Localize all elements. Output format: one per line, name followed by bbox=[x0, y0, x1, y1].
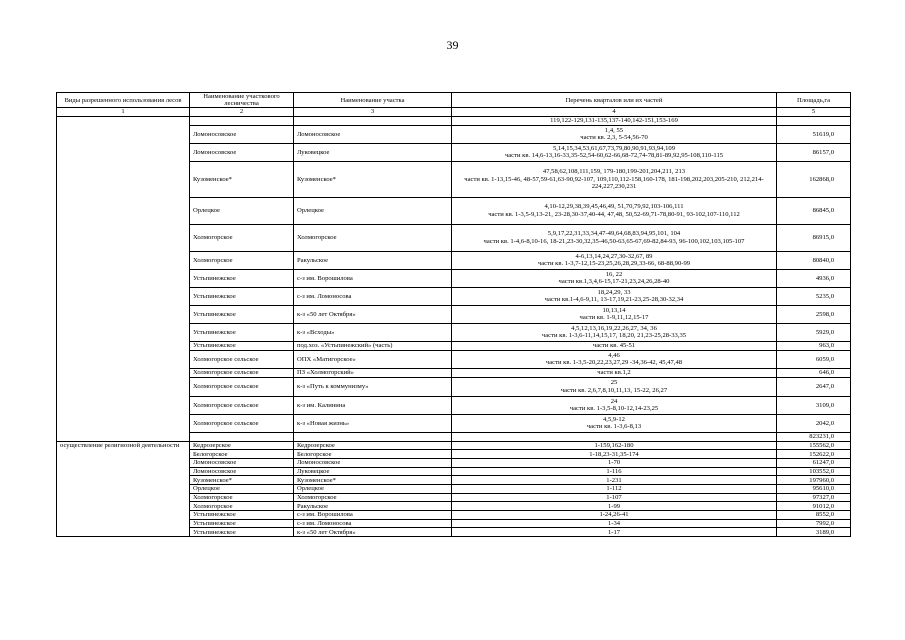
quarters-cell: 4,5,12,13,16,19,22,26,27, 34, 36 части кв. 1-3,6-11,14,15,17, 18,20, 21,23-25,28-33,35 bbox=[452, 323, 777, 341]
quarters-cell: 1-70 bbox=[452, 458, 777, 467]
forestry-cell: Холмогорское сельское bbox=[190, 396, 294, 414]
size-cell: 2647,0 bbox=[777, 377, 851, 396]
size-cell: 162868,0 bbox=[777, 161, 851, 197]
size-cell: 51619,0 bbox=[777, 125, 851, 143]
size-cell: 152622,0 bbox=[777, 450, 851, 459]
header-cell: Наименование участкового лесничества bbox=[190, 93, 294, 108]
quarters-cell: 5,14,15,34,53,61,67,73,79,80,90,91,93,94,109 части кв. 14,6-13,16-33,35-52,54-60,62-66,68-72,74-78,81-89,92,95-108,110-115 bbox=[452, 143, 777, 161]
quarters-cell: 1-112 bbox=[452, 485, 777, 494]
size-cell bbox=[777, 116, 851, 125]
area-cell: Кузоменское* bbox=[294, 161, 452, 197]
forestry-cell: Устьпинежское bbox=[190, 305, 294, 323]
size-cell: 95610,0 bbox=[777, 485, 851, 494]
use-type-cell: осуществление религиозной деятельности bbox=[57, 441, 190, 537]
forestry-cell: Холмогорское сельское bbox=[190, 368, 294, 377]
area-cell: с-з им. Ломоносова bbox=[294, 519, 452, 528]
forestry-cell: Холмогорское сельское bbox=[190, 377, 294, 396]
forestry-cell: Ломоносовское bbox=[190, 458, 294, 467]
forestry-cell: Кедрозерское bbox=[190, 441, 294, 450]
forestry-cell: Устьпинежское bbox=[190, 511, 294, 520]
quarters-cell: 1-231 bbox=[452, 476, 777, 485]
size-cell: 86157,0 bbox=[777, 143, 851, 161]
forestry-cell: Орлецкое bbox=[190, 197, 294, 224]
quarters-cell: 1-18,23-31,35-174 bbox=[452, 450, 777, 459]
header-cell: Перечень кварталов или их частей bbox=[452, 93, 777, 108]
forestry-cell: Холмогорское bbox=[190, 224, 294, 251]
size-cell: 963,0 bbox=[777, 341, 851, 350]
area-cell: с-з им. Ворошилова bbox=[294, 511, 452, 520]
area-cell: Кедрозерское bbox=[294, 441, 452, 450]
size-cell: 80840,0 bbox=[777, 251, 851, 269]
quarters-cell: 1-24,26-41 bbox=[452, 511, 777, 520]
quarters-cell: 1-107 bbox=[452, 493, 777, 502]
area-cell: Кузоменское* bbox=[294, 476, 452, 485]
area-cell: Холмогорское bbox=[294, 493, 452, 502]
size-cell: 4936,0 bbox=[777, 269, 851, 287]
quarters-cell: 10,13,14 части кв. 1-9,11,12,15-17 bbox=[452, 305, 777, 323]
column-number: 3 bbox=[294, 108, 452, 116]
area-cell: к-з «Путь к коммунизму» bbox=[294, 377, 452, 396]
quarters-cell: 47,58,62,108,111,159, 179-180,199-201,204,211, 213 части кв. 1-13,15-46, 48-57,59-61,63-90,92-107, 109,110,112-158,160-178, 181-198,202,203,205-210, 212,214-224,227,230,231 bbox=[452, 161, 777, 197]
page-number: 39 bbox=[446, 38, 459, 52]
quarters-cell: 16, 22 части кв.1,3,4,6-15,17-21,23,24,26,28-40 bbox=[452, 269, 777, 287]
size-cell: 7992,0 bbox=[777, 519, 851, 528]
area-cell: под.хоз. «Устьпинежский» (часть) bbox=[294, 341, 452, 350]
quarters-cell: 1-159,162-180 bbox=[452, 441, 777, 450]
size-cell: 86845,0 bbox=[777, 197, 851, 224]
quarters-cell: части кв. 45-51 bbox=[452, 341, 777, 350]
forest-use-table bbox=[56, 92, 851, 537]
area-cell: Ракульское bbox=[294, 251, 452, 269]
area-cell: к-з «50 лет Октября» bbox=[294, 305, 452, 323]
area-cell: к-з «Всходы» bbox=[294, 323, 452, 341]
size-cell: 197960,0 bbox=[777, 476, 851, 485]
header-row bbox=[57, 93, 851, 108]
table-row bbox=[57, 116, 851, 125]
forestry-cell: Ломоносовское bbox=[190, 143, 294, 161]
area-cell: ОПХ «Матигорское» bbox=[294, 350, 452, 368]
forestry-cell: Белогорское bbox=[190, 450, 294, 459]
quarters-cell: 4-6,13,14,24,27,30-32,67, 89 части кв. 1-3,7-12,15-23,25,26,28,29,33-66, 68-88,90-99 bbox=[452, 251, 777, 269]
forestry-cell: Холмогорское сельское bbox=[190, 414, 294, 432]
size-cell: 2598,0 bbox=[777, 305, 851, 323]
area-cell: с-з им. Ломоносова bbox=[294, 287, 452, 305]
header-cell: Наименование участка bbox=[294, 93, 452, 108]
forestry-cell: Холмогорское сельское bbox=[190, 350, 294, 368]
quarters-cell: 18,24,29, 33 части кв.1-4,6-9,11, 13-17,19,21-23,25-28,30-32,34 bbox=[452, 287, 777, 305]
area-cell: с-з им. Ворошилова bbox=[294, 269, 452, 287]
total-cell: 823231,0 bbox=[777, 432, 851, 441]
area-cell: Белогорское bbox=[294, 450, 452, 459]
area-cell: Холмогорское bbox=[294, 224, 452, 251]
forestry-cell: Холмогорское bbox=[190, 493, 294, 502]
forestry-cell: Устьпинежское bbox=[190, 269, 294, 287]
size-cell: 6059,0 bbox=[777, 350, 851, 368]
forestry-cell: Холмогорское bbox=[190, 502, 294, 511]
forestry-cell: Кузоменское* bbox=[190, 476, 294, 485]
quarters-cell: 24 части кв. 1-3,5-8,10-12,14-23,25 bbox=[452, 396, 777, 414]
area-cell: Орлецкое bbox=[294, 485, 452, 494]
column-number: 4 bbox=[452, 108, 777, 116]
area-cell bbox=[294, 116, 452, 125]
size-cell: 103552,0 bbox=[777, 467, 851, 476]
quarters-cell: 4,5,9-12 части кв. 1-3,6-8,13 bbox=[452, 414, 777, 432]
size-cell: 3189,0 bbox=[777, 528, 851, 537]
quarters-cell: 4,46 части кв. 1-3,5-20,22,23,27,29 -34,36-42, 45,47,48 bbox=[452, 350, 777, 368]
header-cell: Площадь,га bbox=[777, 93, 851, 108]
empty-cell bbox=[190, 432, 294, 441]
size-cell: 86915,0 bbox=[777, 224, 851, 251]
area-cell: Ракульское bbox=[294, 502, 452, 511]
size-cell: 3109,0 bbox=[777, 396, 851, 414]
header-number-row bbox=[57, 108, 851, 116]
forestry-cell: Устьпинежское bbox=[190, 341, 294, 350]
quarters-cell: 119,122-129,131-135,137-140,142-151,153-169 bbox=[452, 116, 777, 125]
size-cell: 8552,0 bbox=[777, 511, 851, 520]
size-cell: 61247,0 bbox=[777, 458, 851, 467]
size-cell: 646,0 bbox=[777, 368, 851, 377]
quarters-cell: 1-34 bbox=[452, 519, 777, 528]
forestry-cell: Устьпинежское bbox=[190, 519, 294, 528]
size-cell: 155562,0 bbox=[777, 441, 851, 450]
forestry-cell: Ломоносовское bbox=[190, 125, 294, 143]
size-cell: 97327,0 bbox=[777, 493, 851, 502]
table-row bbox=[57, 441, 851, 450]
empty-cell bbox=[452, 432, 777, 441]
column-number: 1 bbox=[57, 108, 190, 116]
forestry-cell: Ломоносовское bbox=[190, 467, 294, 476]
forestry-cell: Устьпинежское bbox=[190, 287, 294, 305]
area-cell: к-з им. Калинина bbox=[294, 396, 452, 414]
use-type-cell bbox=[57, 116, 190, 441]
area-cell: к-з «Новая жизнь» bbox=[294, 414, 452, 432]
quarters-cell: 1-17 bbox=[452, 528, 777, 537]
quarters-cell: 5,9,17,22,31,33,34,47-49,64,68,83,94,95,101, 104 части кв. 1-4,6-8,10-16, 18-21,23-30,32,35-46,50-63,65-67,69-82,84-93, 96-100,102,103,105-107 bbox=[452, 224, 777, 251]
quarters-cell: 25 части кв. 2,6,7,8,10,11,13, 15-22, 26,27 bbox=[452, 377, 777, 396]
forestry-cell: Устьпинежское bbox=[190, 528, 294, 537]
header-cell: Виды разрешенного использования лесов bbox=[57, 93, 190, 108]
size-cell: 5929,0 bbox=[777, 323, 851, 341]
column-number: 5 bbox=[777, 108, 851, 116]
area-cell: Луковецкое bbox=[294, 143, 452, 161]
empty-cell bbox=[294, 432, 452, 441]
size-cell: 5235,0 bbox=[777, 287, 851, 305]
area-cell: Ломоносовское bbox=[294, 125, 452, 143]
area-cell: Луковецкое bbox=[294, 467, 452, 476]
forestry-cell: Кузоменское* bbox=[190, 161, 294, 197]
forestry-cell: Устьпинежское bbox=[190, 323, 294, 341]
area-cell: ПЗ «Холмогорский» bbox=[294, 368, 452, 377]
column-number: 2 bbox=[190, 108, 294, 116]
quarters-cell: 1-116 bbox=[452, 467, 777, 476]
forestry-cell: Холмогорское bbox=[190, 251, 294, 269]
quarters-cell: 4,10-12,29,38,39,45,46,49, 51,70,79,92,103-106,111 части кв. 1-3,5-9,13-21, 23-28,30-37,40-44, 47,48, 50,52-69,71-78,80-91, 93-102,107-110,112 bbox=[452, 197, 777, 224]
quarters-cell: 1,4, 55 части кв. 2,3, 5-54,56-70 bbox=[452, 125, 777, 143]
area-cell: к-з «50 лет Октября» bbox=[294, 528, 452, 537]
size-cell: 91012,0 bbox=[777, 502, 851, 511]
size-cell: 2042,0 bbox=[777, 414, 851, 432]
quarters-cell: части кв.1,2 bbox=[452, 368, 777, 377]
quarters-cell: 1-99 bbox=[452, 502, 777, 511]
forestry-cell bbox=[190, 116, 294, 125]
area-cell: Ломоносовское bbox=[294, 458, 452, 467]
forestry-cell: Орлецкое bbox=[190, 485, 294, 494]
area-cell: Орлецкое bbox=[294, 197, 452, 224]
